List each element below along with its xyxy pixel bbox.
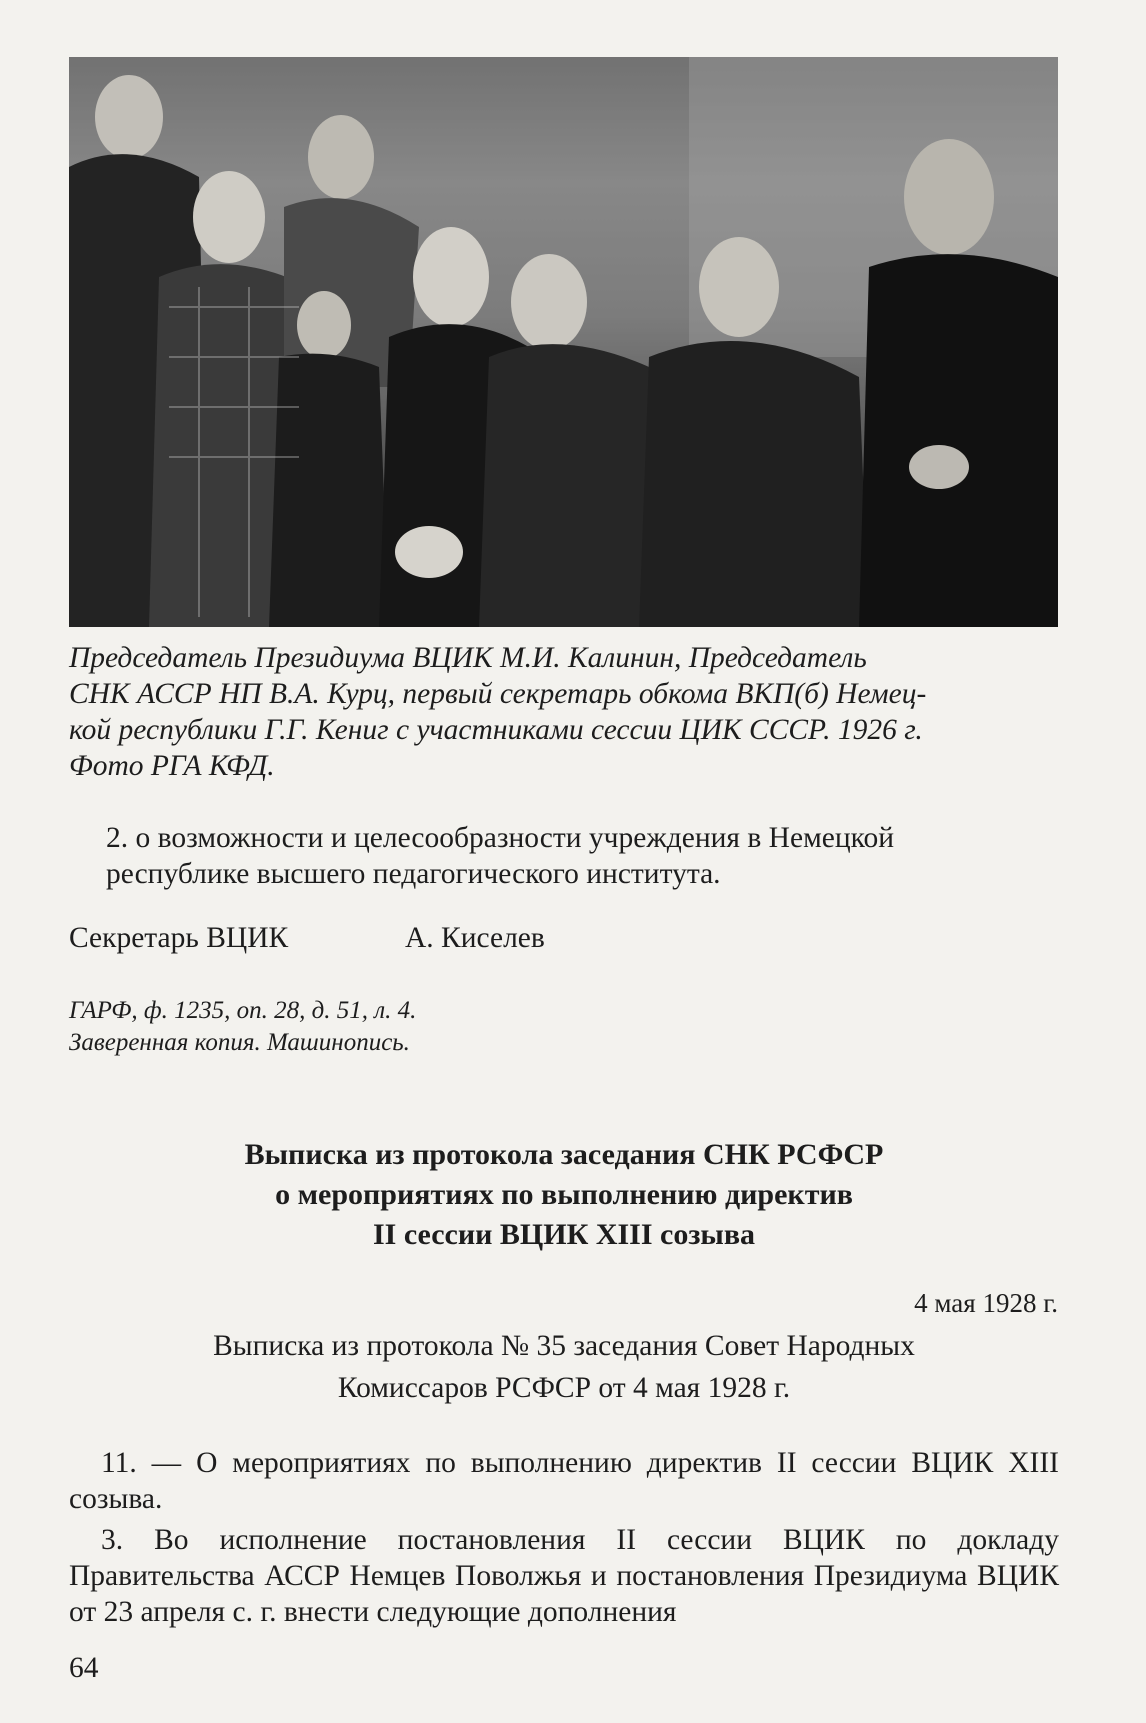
extract-line: Выписка из протокола № 35 заседания Совет Народных	[213, 1330, 915, 1362]
extract-title	[69, 1325, 1059, 1409]
extract-line: Комиссаров РСФСР от 4 мая 1928 г.	[337, 1372, 791, 1404]
heading-line: II сессии ВЦИК XIII созыва	[372, 1218, 756, 1251]
caption-line: Председатель Президиума ВЦИК М.И. Калинин, Председатель	[69, 642, 867, 674]
heading-line: Выписка из протокола заседания СНК РСФСР	[244, 1138, 884, 1171]
item2-line2: республике высшего педагогического института.	[106, 858, 721, 890]
paragraph-11: 11. — О мероприятиях по выполнению директив II сессии ВЦИК XIII созыва.	[69, 1447, 1059, 1515]
heading-line: о мероприятиях по выполнению директив	[275, 1178, 853, 1211]
photo-figures	[69, 57, 1058, 627]
list-item-2	[69, 820, 1059, 892]
caption-line: СНК АССР НП В.А. Курц, первый секретарь обкома ВКП(б) Немец-	[69, 678, 927, 710]
archive-reference	[69, 995, 416, 1059]
archive-note: Заверенная копия. Машинопись.	[69, 1029, 410, 1056]
caption-line: кой республики Г.Г. Кениг с участниками сессии ЦИК СССР. 1926 г.	[69, 714, 923, 746]
archive-ref: ГАРФ, ф. 1235, оп. 28, д. 51, л. 4.	[69, 997, 417, 1024]
group-photo	[69, 57, 1058, 627]
signature-name: А. Киселев	[405, 922, 545, 954]
signature-title: Секретарь ВЦИК	[69, 922, 289, 954]
photo-caption	[69, 640, 1059, 784]
caption-line: Фото РГА КФД.	[69, 750, 275, 782]
page-number: 64	[69, 1652, 99, 1684]
document-heading	[69, 1135, 1059, 1255]
signature-block	[69, 920, 545, 956]
paragraph-3: 3. Во исполнение постановления II сессии ВЦИК по докладу Правительства АССР Немцев Поволжья и постановления Президиума ВЦИК от 23 апреля с. г. внести следующие дополнения	[69, 1524, 1059, 1628]
item2-line1: 2. о возможности и целесообразности учреждения в Немецкой	[106, 822, 894, 854]
document-date: 4 мая 1928 г.	[914, 1288, 1058, 1318]
